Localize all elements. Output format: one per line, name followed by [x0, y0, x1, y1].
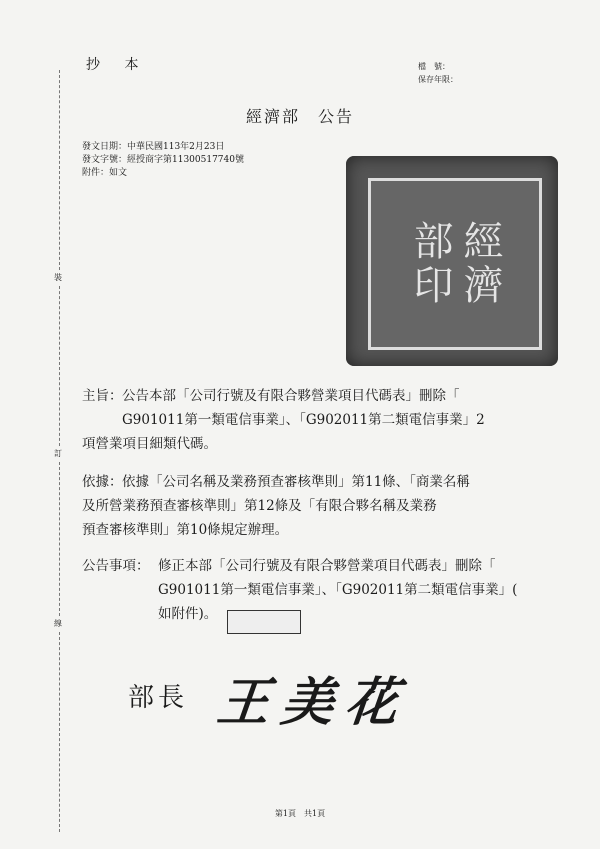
seal-column-left: 部印	[407, 220, 453, 308]
retention-period-label: 保存年限：	[418, 75, 458, 84]
archive-info	[418, 60, 458, 86]
section-notice	[82, 554, 552, 634]
section-label: 主旨：	[82, 388, 123, 404]
section-line: 公告本部「公司行號及有限合夥營業項目代碼表」刪除「	[122, 388, 460, 404]
document-meta	[82, 141, 244, 180]
minister-signature: 王美花	[214, 672, 413, 733]
section-line: 修正本部「公司行號及有限合夥營業項目代碼表」刪除「	[158, 558, 496, 574]
document-number: 發文字號：經授商字第11300517740號	[82, 155, 244, 165]
issue-date: 發文日期：中華民國113年2月23日	[82, 142, 225, 152]
binding-line	[59, 632, 60, 832]
section-line: G901011第一類電信事業」、「G902011第二類電信事業」2	[122, 412, 485, 428]
section-label: 依據：	[82, 474, 123, 490]
attachment: 附件：如文	[82, 168, 128, 178]
section-line: 依據「公司名稱及業務預查審核準則」第11條、「商業名稱	[122, 474, 470, 490]
binding-mark-top: 裝	[54, 273, 62, 282]
seal-column-right: 經濟	[457, 220, 503, 308]
page-number: 第1頁 共1頁	[274, 809, 326, 818]
official-seal	[346, 156, 558, 366]
verification-stamp	[227, 610, 301, 634]
archive-number-label: 檔 號：	[418, 62, 450, 71]
binding-mark-bottom: 線	[54, 619, 62, 628]
section-line: G901011第一類電信事業」、「G902011第二類電信事業」(	[158, 582, 518, 598]
binding-line	[59, 462, 60, 616]
binding-mark-mid: 訂	[54, 449, 62, 458]
binding-line	[59, 70, 60, 270]
copy-mark: 抄 本	[86, 57, 149, 73]
section-label: 公告事項：	[82, 558, 150, 574]
section-basis	[82, 470, 552, 550]
section-line: 預查審核準則」第10條規定辦理。	[82, 522, 289, 538]
minister-title: 部長	[128, 683, 189, 713]
document-title: 經濟部 公告	[245, 107, 354, 126]
binding-line	[59, 286, 60, 446]
section-line: 項營業項目細類代碼。	[82, 436, 217, 452]
seal-face	[368, 178, 542, 350]
section-subject	[82, 384, 552, 464]
section-line: 及所營業務預查審核準則」第12條及「有限合夥名稱及業務	[82, 498, 437, 514]
section-line: 如附件)。	[158, 606, 218, 622]
